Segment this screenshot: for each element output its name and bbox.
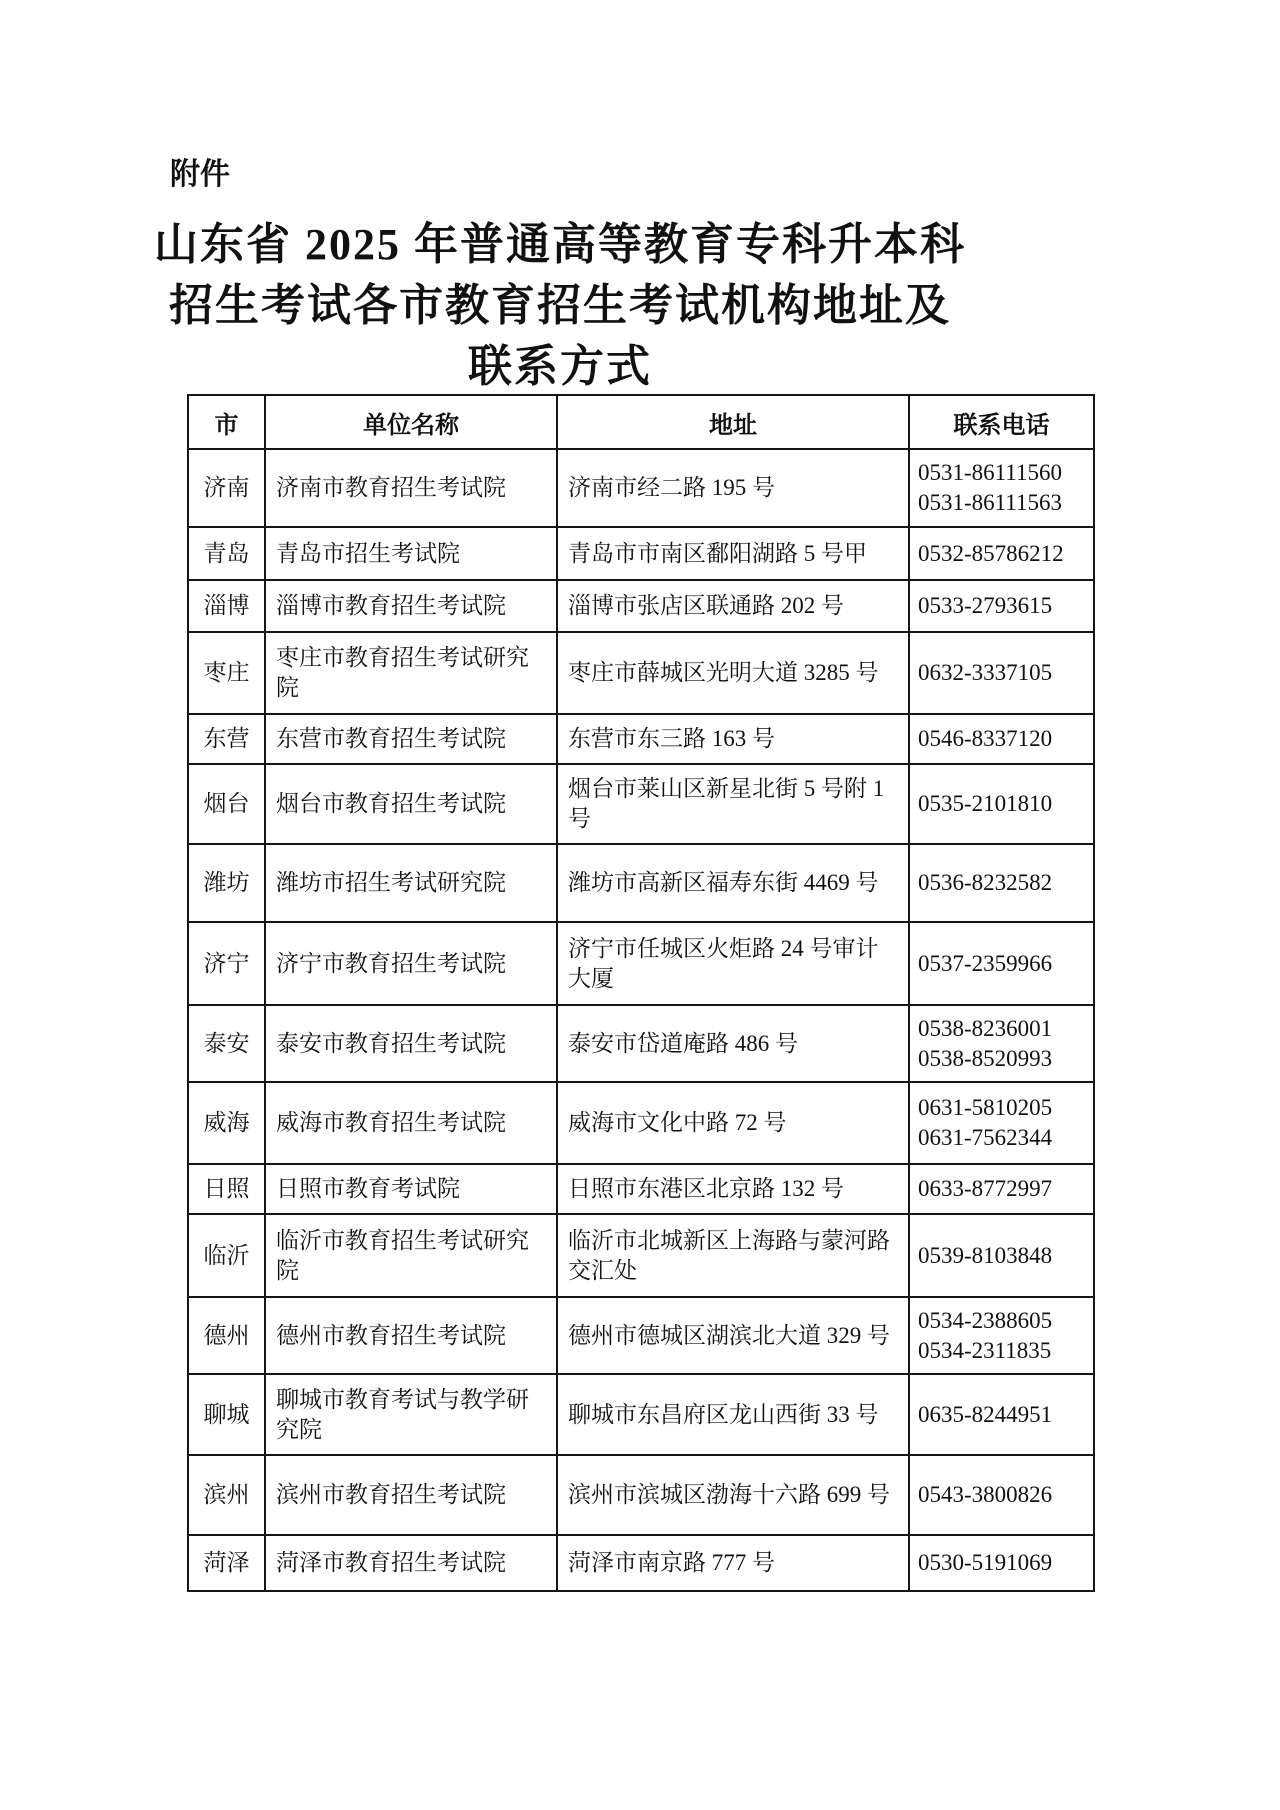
table-header-row [188,395,1094,449]
cell-unit: 德州市教育招生考试院 [265,1297,557,1374]
table-row [188,527,1094,580]
cell-phone [909,764,1094,844]
cell-address: 滨州市滨城区渤海十六路 699 号 [557,1455,909,1535]
cell-phone [909,1214,1094,1297]
title-line-3: 联系方式 [468,342,652,391]
cell-unit: 枣庄市教育招生考试研究院 [265,632,557,714]
cell-city: 菏泽 [188,1535,265,1591]
cell-city: 聊城 [188,1374,265,1455]
cell-unit: 青岛市招生考试院 [265,527,557,580]
cell-phone [909,1005,1094,1082]
cell-address: 济宁市任城区火炬路 24 号审计大厦 [557,922,909,1005]
cell-address: 烟台市莱山区新星北街 5 号附 1 号 [557,764,909,844]
cell-city: 滨州 [188,1455,265,1535]
table-row [188,1082,1094,1164]
phone-line: 0631-5810205 [918,1095,1053,1120]
cell-phone [909,1297,1094,1374]
phone-line: 0534-2388605 [918,1307,1053,1333]
cell-unit: 威海市教育招生考试院 [265,1082,557,1164]
table-row [188,764,1094,844]
cell-city: 临沂 [188,1214,265,1297]
header-phone: 联系电话 [909,395,1094,449]
cell-phone [909,1164,1094,1214]
phone-line: 0531-86111560 [918,460,1062,485]
cell-city: 潍坊 [188,844,265,922]
cell-unit: 聊城市教育考试与教学研究院 [265,1374,557,1455]
cell-city: 日照 [188,1164,265,1214]
cell-phone [909,527,1094,580]
phone-line: 0635-8244951 [918,1401,1053,1427]
table-row [188,632,1094,714]
phone-line: 0532-85786212 [918,540,1064,566]
table-row [188,1164,1094,1214]
cell-unit: 菏泽市教育招生考试院 [265,1535,557,1591]
cell-address: 日照市东港区北京路 132 号 [557,1164,909,1214]
cell-phone [909,580,1094,632]
cell-address: 东营市东三路 163 号 [557,714,909,764]
cell-unit: 济宁市教育招生考试院 [265,922,557,1005]
cell-city: 济宁 [188,922,265,1005]
header-unit: 单位名称 [265,395,557,449]
cell-phone [909,714,1094,764]
phone-line: 0536-8232582 [918,870,1053,895]
table-row [188,1214,1094,1297]
cell-address: 青岛市市南区鄱阳湖路 5 号甲 [557,527,909,580]
cell-city: 济南 [188,449,265,527]
cell-address: 济南市经二路 195 号 [557,449,909,527]
cell-unit: 滨州市教育招生考试院 [265,1455,557,1535]
cell-unit: 日照市教育考试院 [265,1164,557,1214]
cell-unit: 潍坊市招生考试研究院 [265,844,557,922]
attachment-label: 附件 [170,158,230,191]
table-row [188,714,1094,764]
cell-phone [909,1374,1094,1455]
cell-unit: 泰安市教育招生考试院 [265,1005,557,1082]
table-row [188,1297,1094,1374]
phone-line: 0631-7562344 [918,1125,1053,1150]
cell-phone [909,1082,1094,1164]
table-row [188,844,1094,922]
phone-line: 0535-2101810 [918,791,1053,816]
table-row [188,922,1094,1005]
cell-city: 枣庄 [188,632,265,714]
cell-city: 东营 [188,714,265,764]
cell-phone [909,449,1094,527]
table-row [188,1374,1094,1455]
phone-line: 0538-8520993 [918,1045,1053,1071]
cell-city: 青岛 [188,527,265,580]
cell-address: 潍坊市高新区福寿东街 4469 号 [557,844,909,922]
cell-phone [909,1455,1094,1535]
cell-city: 淄博 [188,580,265,632]
cell-phone [909,1535,1094,1591]
cell-address: 淄博市张店区联通路 202 号 [557,580,909,632]
cell-phone [909,922,1094,1005]
cell-address: 威海市文化中路 72 号 [557,1082,909,1164]
cell-unit: 烟台市教育招生考试院 [265,764,557,844]
header-city: 市 [188,395,265,449]
table-row [188,449,1094,527]
phone-line: 0534-2311835 [918,1337,1052,1363]
cell-city: 泰安 [188,1005,265,1082]
phone-line: 0632-3337105 [918,660,1053,685]
phone-line: 0539-8103848 [918,1242,1053,1268]
phone-line: 0546-8337120 [918,726,1053,751]
cell-address: 临沂市北城新区上海路与蒙河路交汇处 [557,1214,909,1297]
cell-address: 德州市德城区湖滨北大道 329 号 [557,1297,909,1374]
cell-unit: 东营市教育招生考试院 [265,714,557,764]
cell-city: 烟台 [188,764,265,844]
table-row [188,1005,1094,1082]
phone-line: 0531-86111563 [918,490,1062,515]
cell-unit: 临沂市教育招生考试研究院 [265,1214,557,1297]
cell-unit: 济南市教育招生考试院 [265,449,557,527]
cell-address: 菏泽市南京路 777 号 [557,1535,909,1591]
cell-address: 泰安市岱道庵路 486 号 [557,1005,909,1082]
contact-table [187,394,1095,1592]
table-row [188,1535,1094,1591]
cell-phone [909,844,1094,922]
table-body [188,449,1094,1591]
title-line-2: 招生考试各市教育招生考试机构地址及 [169,281,951,330]
phone-line: 0538-8236001 [918,1015,1053,1041]
phone-line: 0537-2359966 [918,950,1053,976]
table-row [188,580,1094,632]
cell-city: 德州 [188,1297,265,1374]
phone-line: 0533-2793615 [918,593,1053,618]
cell-address: 枣庄市薛城区光明大道 3285 号 [557,632,909,714]
cell-phone [909,632,1094,714]
phone-line: 0633-8772997 [918,1176,1053,1201]
cell-address: 聊城市东昌府区龙山西街 33 号 [557,1374,909,1455]
table-row [188,1455,1094,1535]
cell-unit: 淄博市教育招生考试院 [265,580,557,632]
document-title [0,214,1120,397]
phone-line: 0543-3800826 [918,1482,1053,1507]
phone-line: 0530-5191069 [918,1550,1053,1575]
cell-city: 威海 [188,1082,265,1164]
title-line-1: 山东省 2025 年普通高等教育专科升本科 [154,220,966,269]
header-address: 地址 [557,395,909,449]
